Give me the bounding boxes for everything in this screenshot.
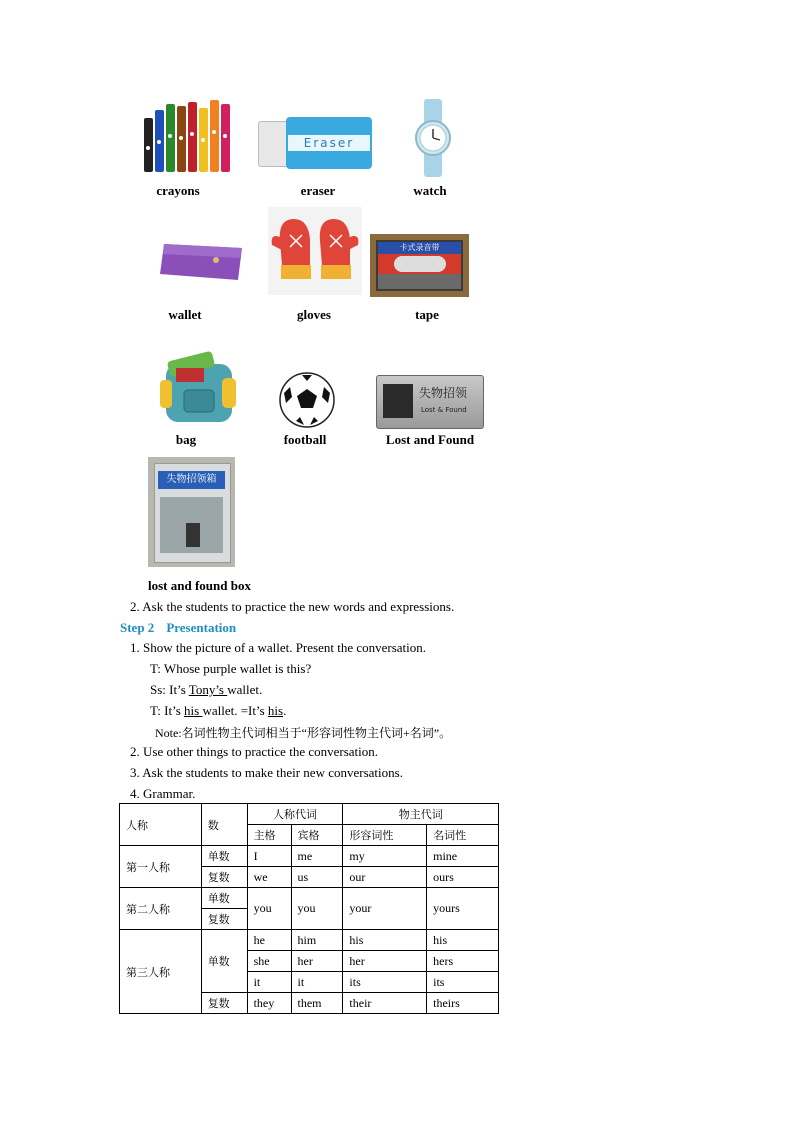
tape-image	[370, 234, 469, 297]
table-cell: it	[247, 972, 291, 993]
tape-label: 卡式录音带	[378, 242, 461, 254]
gloves-image	[268, 207, 362, 295]
teacher-line-2	[150, 703, 286, 719]
plural: 复数	[201, 867, 247, 888]
box-label: 失物招领箱	[158, 471, 225, 489]
watch-caption: watch	[413, 183, 447, 198]
table-cell: mine	[427, 846, 499, 867]
bag-caption: bag	[175, 432, 197, 447]
plural: 复数	[201, 909, 247, 930]
table-cell: it	[291, 972, 343, 993]
third-person: 第三人称	[120, 930, 202, 1014]
table-cell: my	[343, 846, 427, 867]
lost-found-caption: Lost and Found	[385, 432, 475, 447]
crayons-caption: crayons	[156, 183, 200, 198]
presentation-1: 1. Show the picture of a wallet. Present the conversation.	[130, 640, 427, 655]
gloves-caption: gloves	[297, 307, 331, 322]
table-cell: he	[247, 930, 291, 951]
t2-underline-1: his	[184, 703, 203, 718]
eraser-label: Eraser	[288, 135, 370, 151]
singular: 单数	[201, 930, 247, 993]
crayons-image	[140, 96, 236, 176]
watch-image	[413, 99, 453, 177]
table-cell: yours	[427, 888, 499, 930]
header-noun: 名词性	[427, 825, 499, 846]
table-cell: them	[291, 993, 343, 1014]
plural: 复数	[201, 993, 247, 1014]
header-number: 数	[201, 804, 247, 846]
step-title: Presentation	[166, 620, 237, 635]
students-underline: Tony’s	[188, 682, 228, 697]
header-pronoun: 人称代词	[247, 804, 343, 825]
table-row	[120, 804, 499, 825]
table-row	[120, 930, 499, 951]
table-cell: our	[343, 867, 427, 888]
table-cell: its	[343, 972, 427, 993]
football-caption: football	[283, 432, 327, 447]
table-cell: you	[247, 888, 291, 930]
bag-image	[158, 350, 240, 426]
teacher-line-1: T: Whose purple wallet is this?	[150, 661, 312, 676]
second-person: 第二人称	[120, 888, 202, 930]
table-row	[120, 888, 499, 909]
students-post: wallet.	[227, 682, 263, 697]
table-cell: her	[291, 951, 343, 972]
table-cell: your	[343, 888, 427, 930]
table-cell: her	[343, 951, 427, 972]
header-subject: 主格	[247, 825, 291, 846]
wallet-image	[158, 238, 246, 284]
t2-underline-2: his	[267, 703, 284, 718]
lost-found-box-caption: lost and found box	[148, 578, 251, 593]
table-cell: ours	[427, 867, 499, 888]
sign-en: Lost & Found	[421, 406, 467, 414]
table-cell: they	[247, 993, 291, 1014]
table-row	[120, 846, 499, 867]
header-possessive: 物主代词	[343, 804, 499, 825]
table-cell: she	[247, 951, 291, 972]
eraser-caption: eraser	[300, 183, 336, 198]
t2-mid: wallet. =It’s	[202, 703, 268, 718]
singular: 单数	[201, 888, 247, 909]
header-object: 宾格	[291, 825, 343, 846]
first-person: 第一人称	[120, 846, 202, 888]
lost-found-sign-image	[376, 375, 484, 429]
tape-caption: tape	[415, 307, 439, 322]
step-number: Step 2	[120, 620, 155, 635]
lost-found-box-image	[148, 457, 235, 567]
table-cell: me	[291, 846, 343, 867]
table-cell: him	[291, 930, 343, 951]
note-line: Note:名词性物主代词相当于“形容词性物主代词+名词”。	[155, 726, 452, 740]
eraser-image	[258, 117, 372, 169]
header-person: 人称	[120, 804, 202, 846]
table-cell: you	[291, 888, 343, 930]
table-cell: we	[247, 867, 291, 888]
students-line	[150, 682, 262, 698]
table-cell: theirs	[427, 993, 499, 1014]
table-cell: his	[427, 930, 499, 951]
grammar-table	[119, 803, 499, 1014]
presentation-2: 2. Use other things to practice the conversation.	[130, 744, 379, 759]
header-adjective: 形容词性	[343, 825, 427, 846]
instruction-2: 2. Ask the students to practice the new words and expressions.	[130, 599, 455, 614]
table-cell: its	[427, 972, 499, 993]
singular: 单数	[201, 846, 247, 867]
presentation-3: 3. Ask the students to make their new conversations.	[130, 765, 403, 780]
t2-pre: T: It’s	[150, 703, 185, 718]
table-cell: their	[343, 993, 427, 1014]
students-pre: Ss: It’s	[150, 682, 189, 697]
football-image	[278, 371, 336, 429]
wallet-caption: wallet	[168, 307, 202, 322]
presentation-4: 4. Grammar.	[130, 786, 196, 801]
table-cell: I	[247, 846, 291, 867]
step-heading	[120, 619, 236, 637]
table-cell: hers	[427, 951, 499, 972]
t2-end: .	[283, 703, 287, 718]
table-cell: us	[291, 867, 343, 888]
table-cell: his	[343, 930, 427, 951]
sign-cn: 失物招领	[419, 386, 468, 400]
